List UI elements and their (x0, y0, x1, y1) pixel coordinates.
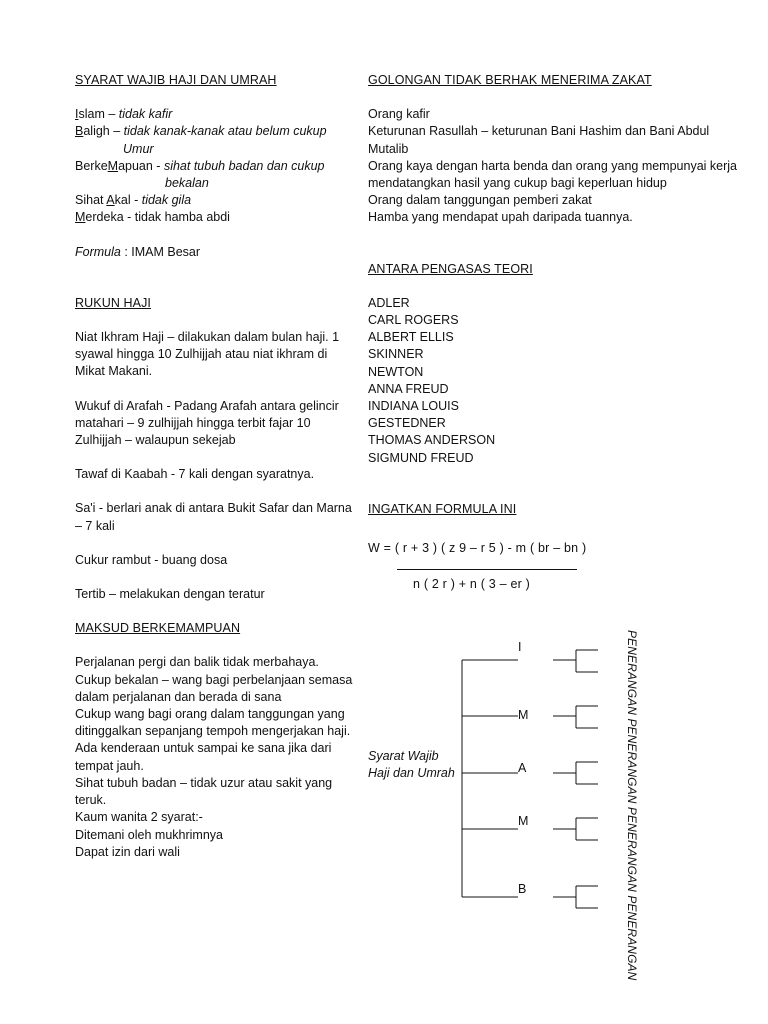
syarat-item-merdeka: Merdeka - tidak hamba abdi (75, 210, 230, 225)
rukun-item: Tertib – melakukan dengan teratur (75, 587, 265, 602)
maksud-line: Dapat izin dari wali (75, 844, 180, 859)
diagram-letter-m2: M (518, 814, 529, 828)
diagram-letter-i: I (518, 640, 522, 654)
pengasas-heading: ANTARA PENGASAS TEORI (368, 261, 533, 276)
maksud-line: Perjalanan pergi dan balik tidak merbahaya. (75, 655, 319, 670)
pengasas-name: ANNA FREUD (368, 381, 449, 396)
pengasas-name: INDIANA LOUIS (368, 399, 459, 414)
pengasas-name: ADLER (368, 295, 410, 310)
syarat-item-akal: Sihat Akal - tidak gila (75, 193, 192, 208)
golongan-line: Orang kafir (368, 107, 430, 122)
rukun-heading: RUKUN HAJI (75, 295, 152, 310)
diagram-letter-b: B (518, 882, 527, 896)
golongan-line: Orang kaya dengan harta benda dan orang yang mempunyai kerja mendatangkan hasil yang cukup bagi keperluan hidup (368, 158, 738, 191)
formula-imam: Formula : IMAM Besar (75, 244, 201, 259)
syarat-item-baligh: Baligh – tidak kanak-kanak atau belum cukup (75, 124, 327, 139)
bracket-m1 (553, 706, 598, 728)
syarat-item-baligh-cont: Umur (123, 141, 154, 156)
diagram-root-label: Syarat Wajib Haji dan Umrah (368, 749, 455, 781)
golongan-line: Hamba yang mendapat upah daripada tuannya. (368, 210, 633, 225)
golongan-line: Keturunan Rasullah – keturunan Bani Hashim dan Bani Abdul Mutalib (368, 124, 710, 156)
syarat-heading: SYARAT WAJIB HAJI DAN UMRAH (75, 73, 277, 87)
diagram-letter-a: A (518, 761, 527, 775)
maksud-line: Ditemani oleh mukhrimnya (75, 827, 223, 842)
golongan-line: Orang dalam tanggungan pemberi zakat (368, 193, 592, 208)
maksud-line: Cukup wang bagi orang dalam tanggungan yang ditinggalkan sepanjang tempoh mengerjakan haji. (75, 707, 351, 739)
rukun-item: Wukuf di Arafah - Padang Arafah antara gelincir matahari – 9 zulhijjah hingga terbit fajar 10 Zulhijjah – walaupun sekejab (75, 398, 339, 448)
pengasas-name: GESTEDNER (368, 416, 446, 431)
rukun-item: Tawaf di Kaabah - 7 kali dengan syaratnya. (75, 467, 315, 482)
golongan-heading: GOLONGAN TIDAK BERHAK MENERIMA ZAKAT (368, 73, 652, 87)
right-column (368, 72, 738, 518)
diagram-vertical-text: PENERANGAN PENERANGAN PENERANGAN PENERANGAN (625, 630, 639, 981)
bracket-i (553, 650, 598, 672)
pengasas-name: THOMAS ANDERSON (368, 433, 496, 448)
pengasas-name: CARL ROGERS (368, 313, 459, 328)
rukun-item: Sa'i - berlari anak di antara Bukit Safar dan Marna – 7 kali (75, 501, 352, 533)
bracket-b (553, 886, 598, 908)
maksud-line: Sihat tubuh badan – tidak uzur atau sakit yang teruk. (75, 775, 333, 808)
bracket-a (553, 762, 598, 784)
fraction-bar (397, 569, 577, 570)
left-column (75, 72, 360, 861)
pengasas-name: SIGMUND FREUD (368, 450, 474, 465)
maksud-line: Cukup bekalan – wang bagi perbelanjaan semasa dalam perjalanan dan berada di sana (75, 672, 353, 704)
syarat-item-berkemampuan: BerkeMapuan - sihat tubuh badan dan cukup (75, 158, 325, 173)
formula-heading: INGATKAN FORMULA INI (368, 501, 517, 516)
syarat-item-islam: Islam – tidak kafir (75, 107, 173, 122)
pengasas-name: SKINNER (368, 347, 424, 362)
formula-numerator: W = ( r + 3 ) ( z 9 – r 5 ) - m ( br – bn ) (368, 541, 587, 555)
rukun-item: Niat Ikhram Haji – dilakukan dalam bulan haji. 1 syawal hingga 10 Zulhijjah atau niat ikhram di Mikat Makani. (75, 330, 340, 379)
maksud-line: Ada kenderaan untuk sampai ke sana jika dari tempat jauh. (75, 741, 332, 773)
rukun-item: Cukur rambut - buang dosa (75, 552, 228, 567)
pengasas-name: NEWTON (368, 364, 424, 379)
diagram-letter-m1: M (518, 708, 529, 722)
formula-denominator: n ( 2 r ) + n ( 3 – er ) (413, 577, 530, 591)
syarat-item-berkemampuan-cont: bekalan (165, 176, 209, 191)
bracket-m2 (553, 818, 598, 840)
pengasas-name: ALBERT ELLIS (368, 330, 454, 345)
maksud-line: Kaum wanita 2 syarat:- (75, 810, 203, 825)
maksud-heading: MAKSUD BERKEMAMPUAN (75, 621, 241, 636)
